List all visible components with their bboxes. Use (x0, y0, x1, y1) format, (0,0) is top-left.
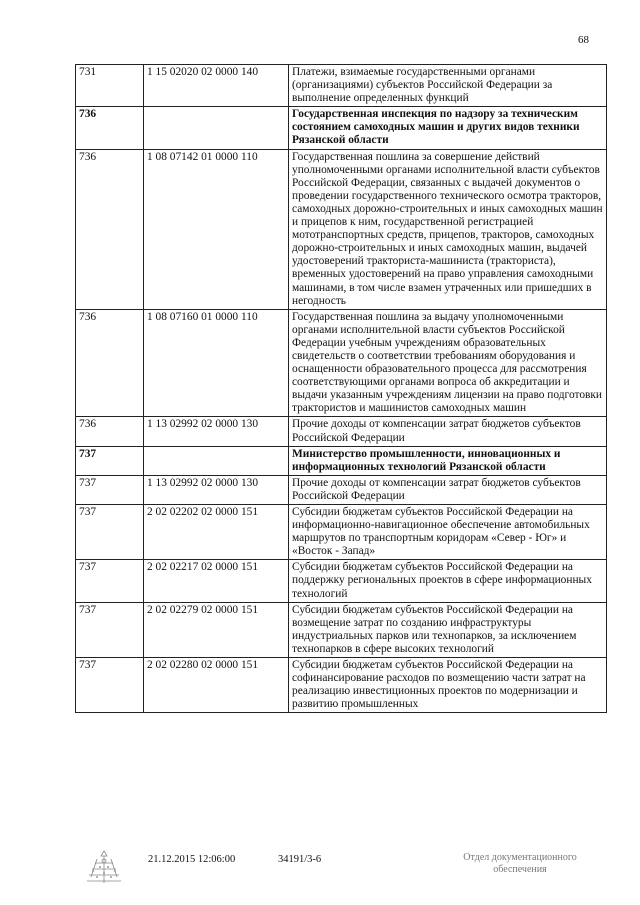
description-cell: Министерство промышленности, инновационных и информационных технологий Рязанской области (289, 446, 607, 475)
table-row (76, 505, 607, 560)
admin-code-cell: 737 (76, 658, 144, 713)
description-cell: Субсидии бюджетам субъектов Российской Федерации на возмещение затрат по созданию инфраструктуры индустриальных парков или технопарков, за исключением технопарков в сфере высоких технологий (289, 602, 607, 657)
description-cell: Прочие доходы от компенсации затрат бюджетов субъектов Российской Федерации (289, 417, 607, 446)
table-row (76, 417, 607, 446)
budget-codes-table (75, 64, 607, 713)
page-number: 68 (578, 34, 589, 46)
description-cell: Прочие доходы от компенсации затрат бюджетов субъектов Российской Федерации (289, 475, 607, 504)
revenue-code-cell: 1 15 02020 02 0000 140 (144, 65, 289, 107)
table-row (76, 602, 607, 657)
description-cell: Государственная пошлина за совершение действий уполномоченными органами исполнительной власти субъектов Российской Федерации, связанных с выдачей документов о проведении государственного технического осмотра тракторов, самоходных дорожно-строительных и иных самоходных машин и прицепов к ним, государственной регистрацией мототранспортных средств, прицепов, тракторов, самоходных дорожно-строительных и иных самоходных машин, выдачей удостоверений тракториста-машиниста (тракториста), временных удостоверений на право управления самоходными машинами, в том числе взамен утраченных или пришедших в негодность (289, 149, 607, 309)
admin-code-cell: 736 (76, 107, 144, 149)
footer (0, 851, 640, 891)
footer-doc-number: 34191/3-6 (278, 854, 322, 865)
revenue-code-cell: 1 13 02992 02 0000 130 (144, 475, 289, 504)
table-row (76, 475, 607, 504)
revenue-code-cell: 1 08 07142 01 0000 110 (144, 149, 289, 309)
table-row (76, 658, 607, 713)
stamp-line-2: обеспечения (493, 864, 547, 875)
revenue-code-cell: 2 02 02280 02 0000 151 (144, 658, 289, 713)
revenue-code-cell: 2 02 02217 02 0000 151 (144, 560, 289, 602)
admin-code-cell: 731 (76, 65, 144, 107)
admin-code-cell: 737 (76, 560, 144, 602)
table-row (76, 560, 607, 602)
table-row (76, 446, 607, 475)
table-row (76, 149, 607, 309)
revenue-code-cell: 2 02 02202 02 0000 151 (144, 505, 289, 560)
description-cell: Государственная пошлина за выдачу уполномоченными органами исполнительной власти субъектов Российской Федерации учебным учреждениям образовательных свидетельств о соответствии требованиям оборудования и оснащенности образовательного процесса для рассмотрения соответствующими органами вопроса об аккредитации и выдачи указанным учреждениям лицензии на право подготовки трактористов и машинистов самоходных машин (289, 309, 607, 417)
revenue-code-cell (144, 107, 289, 149)
description-cell: Субсидии бюджетам субъектов Российской Федерации на софинансирование расходов по возмещению части затрат на реализацию инвестиционных проектов по модернизации и развитию промышленных (289, 658, 607, 713)
description-cell: Субсидии бюджетам субъектов Российской Федерации на информационно-навигационное обеспечение автомобильных маршрутов по транспортным коридорам «Север - Юг» и «Восток - Запад» (289, 505, 607, 560)
revenue-code-cell: 2 02 02279 02 0000 151 (144, 602, 289, 657)
admin-code-cell: 737 (76, 475, 144, 504)
department-stamp (440, 852, 600, 876)
footer-date: 21.12.2015 12:06:00 (148, 854, 236, 865)
table-row (76, 107, 607, 149)
table-row (76, 309, 607, 417)
description-cell: Государственная инспекция по надзору за техническим состоянием самоходных машин и других видов техники Рязанской области (289, 107, 607, 149)
admin-code-cell: 736 (76, 309, 144, 417)
admin-code-cell: 737 (76, 602, 144, 657)
description-cell: Платежи, взимаемые государственными органами (организациями) субъектов Российской Федерации за выполнение определенных функций (289, 65, 607, 107)
admin-code-cell: 737 (76, 446, 144, 475)
stamp-line-1: Отдел документационного (463, 852, 577, 863)
table-row (76, 65, 607, 107)
coat-of-arms-icon (83, 847, 125, 887)
admin-code-cell: 736 (76, 417, 144, 446)
admin-code-cell: 736 (76, 149, 144, 309)
revenue-code-cell (144, 446, 289, 475)
revenue-code-cell: 1 13 02992 02 0000 130 (144, 417, 289, 446)
revenue-code-cell: 1 08 07160 01 0000 110 (144, 309, 289, 417)
admin-code-cell: 737 (76, 505, 144, 560)
description-cell: Субсидии бюджетам субъектов Российской Федерации на поддержку региональных проектов в сфере информационных технологий (289, 560, 607, 602)
